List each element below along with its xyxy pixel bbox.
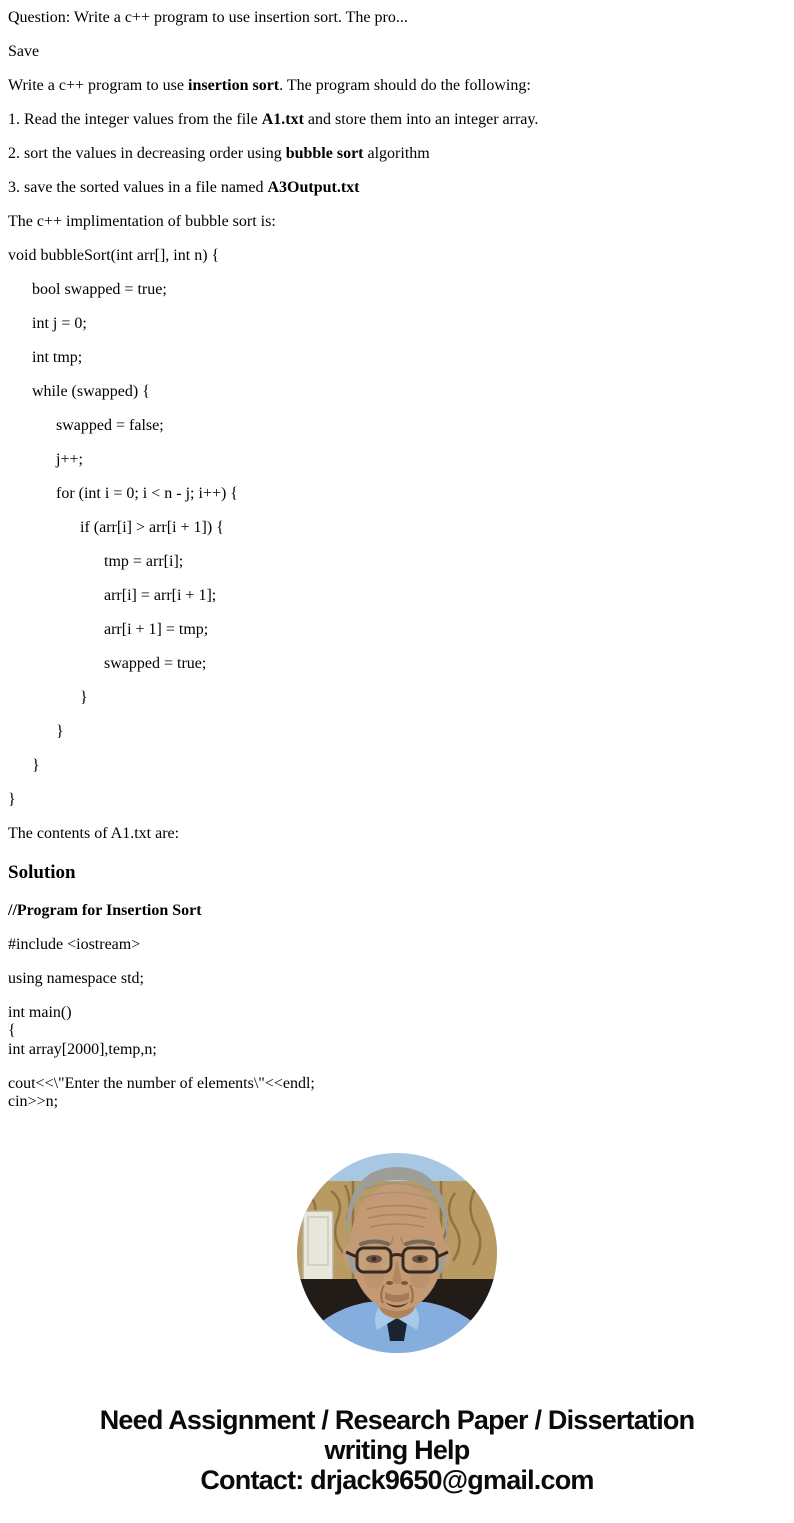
footer-text-line: Need Assignment / Research Paper / Dissertation: [99, 1404, 695, 1435]
code-line: }: [32, 757, 40, 774]
requirement-item-2: [8, 145, 786, 164]
footer-promo-text: [8, 1405, 786, 1495]
solution-code-paragraph: using namespace std;: [8, 969, 144, 987]
solution-code: [8, 902, 786, 1112]
code-line: swapped = false;: [56, 417, 164, 434]
code-line: void bubbleSort(int arr[], int n) {: [8, 247, 220, 264]
code-line: j++;: [56, 451, 83, 468]
footer-text-line: Contact: drjack9650@gmail.com: [200, 1464, 594, 1495]
code-line: int tmp;: [32, 349, 83, 366]
text-segment-bold: insertion sort: [188, 77, 280, 94]
question-title: Question: Write a c++ program to use insertion sort. The pro...: [8, 9, 408, 26]
solution-heading: Solution: [8, 861, 76, 883]
code-line: int j = 0;: [32, 315, 87, 332]
code-line: tmp = arr[i];: [104, 553, 184, 570]
solution-code-paragraph: #include <iostream>: [8, 935, 141, 953]
avatar-container: [8, 1153, 786, 1353]
code-line: }: [8, 791, 16, 808]
code-line: if (arr[i] > arr[i + 1]) {: [80, 519, 224, 536]
footer-text-line: writing Help: [324, 1434, 470, 1465]
solution-code-paragraph: cout<<\"Enter the number of elements\"<<endl; cin>>n;: [8, 1074, 315, 1110]
requirement-item-1: [8, 111, 786, 130]
code-line: swapped = true;: [104, 655, 207, 672]
text-segment-bold: A1.txt: [261, 111, 304, 128]
solution-comment-line: //Program for Insertion Sort: [8, 901, 202, 919]
text-segment: Write a c++ program to use: [8, 77, 189, 94]
text-segment: and store them into an integer array.: [303, 111, 539, 128]
code-line: }: [56, 723, 64, 740]
text-segment-bold: bubble sort: [285, 145, 364, 162]
save-button[interactable]: Save: [8, 43, 40, 60]
code-line: }: [80, 689, 88, 706]
code-line: arr[i + 1] = tmp;: [104, 621, 209, 638]
code-line: bool swapped = true;: [32, 281, 167, 298]
text-segment: 3. save the sorted values in a file named: [8, 179, 268, 196]
solution-code-paragraph: int main() { int array[2000],temp,n;: [8, 1003, 157, 1058]
text-segment: algorithm: [363, 145, 430, 162]
implementation-intro: The c++ implimentation of bubble sort is:: [8, 213, 276, 230]
avatar-nostril-right: [401, 1281, 408, 1285]
requirement-item-3: [8, 179, 786, 198]
text-segment: . The program should do the following:: [279, 77, 531, 94]
code-line: for (int i = 0; i < n - j; i++) {: [56, 485, 238, 502]
text-segment: 1. Read the integer values from the file: [8, 111, 262, 128]
task-description: [8, 77, 786, 96]
a1-contents-line: The contents of A1.txt are:: [8, 825, 180, 842]
code-line: while (swapped) {: [32, 383, 150, 400]
text-segment-bold: A3Output.txt: [267, 179, 360, 196]
tutor-portrait-photo: [297, 1153, 497, 1353]
avatar-nostril-left: [386, 1281, 393, 1285]
bubble-sort-code: [8, 247, 786, 810]
code-line: arr[i] = arr[i + 1];: [104, 587, 217, 604]
text-segment: 2. sort the values in decreasing order using: [8, 145, 286, 162]
